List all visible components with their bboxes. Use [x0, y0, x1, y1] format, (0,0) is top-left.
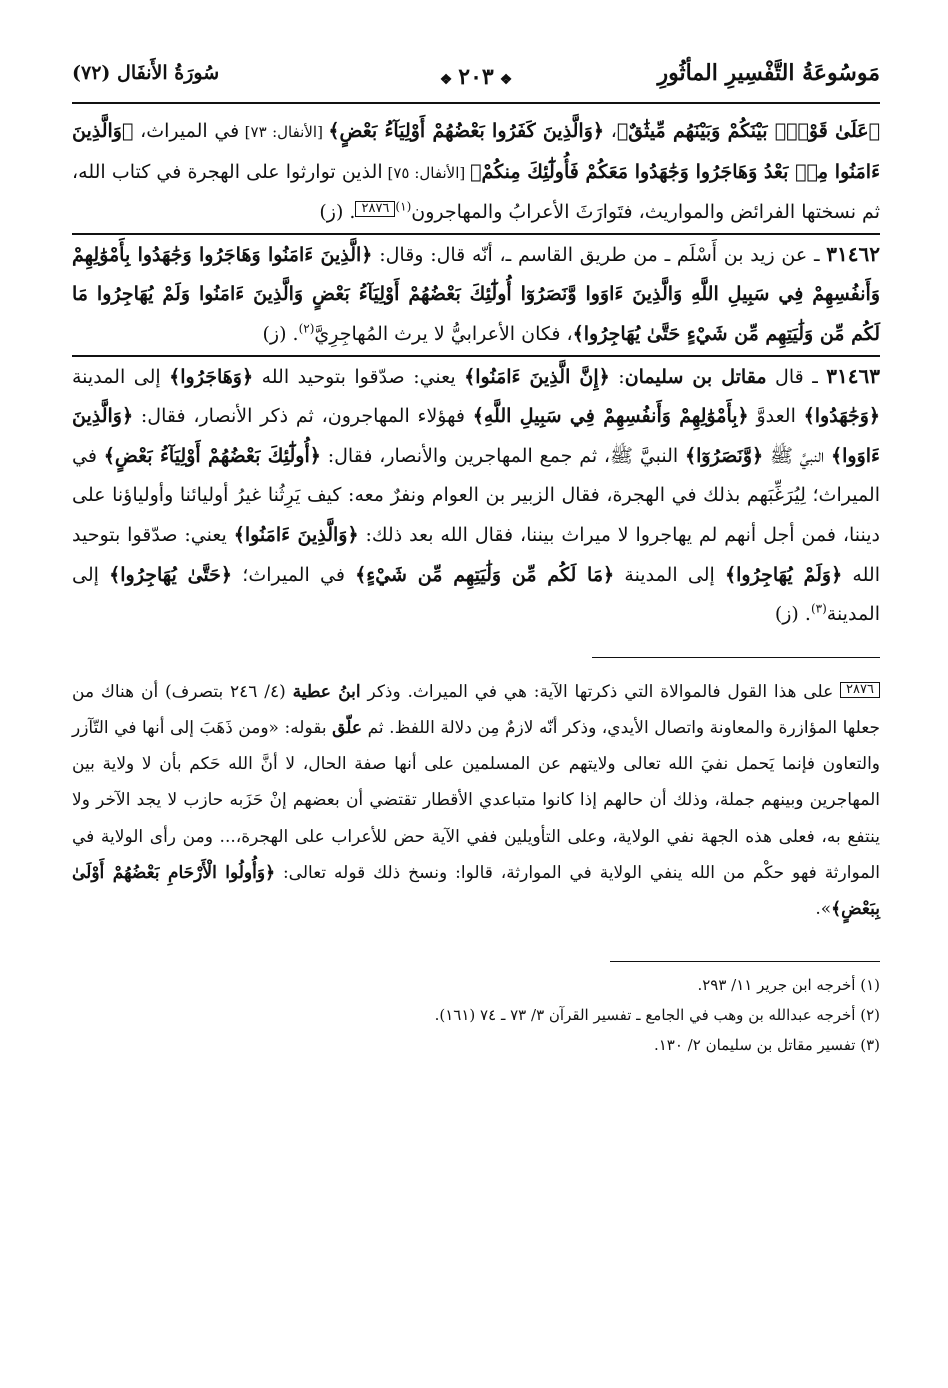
text: (٤/ ٢٤٦ بتصرف) أن هناك من جعلها المؤازرة والمعاونة واتصال الأيدي، وذكر أنّه لازمٌ مِن دلالة اللفظ. ثم — [72, 681, 880, 738]
book-page — [72, 58, 880, 1060]
quran-verse: ﴿وَّنَصَرُوٓا﴾ — [685, 444, 764, 467]
text: ـ عن زيد بن أَسْلَم ـ من طريق القاسم ـ، أنّه قال: وقال: — [372, 243, 827, 266]
footnotes — [72, 970, 880, 1060]
source-name: مقاتل بن سليمان — [624, 365, 767, 388]
verse-reference: [الأنفال: ٧٥] — [382, 163, 471, 182]
ornament-icon: ❖ — [499, 72, 513, 88]
paragraph-continuation — [72, 112, 880, 233]
page-number: ٢٠٣ — [458, 64, 494, 90]
text: . (ز) — [774, 603, 811, 626]
text: ». — [815, 898, 832, 919]
text: يعني: صدّقوا بتوحيد الله — [253, 365, 465, 388]
narration-number: ٣١٤٦٣ — [826, 363, 880, 388]
narration-31463 — [72, 357, 880, 635]
quran-verse: ﴿وَالَّذِينَ كَفَرُوا بَعْضُهُمْ أَوْلِيَآءُ بَعْضٍ﴾ — [328, 120, 605, 142]
text: : — [609, 365, 625, 388]
text: يعني: صدّقوا بتوحيد الله — [72, 523, 880, 586]
text: . (ز) — [262, 322, 299, 345]
page-number-line — [434, 64, 519, 90]
main-text — [72, 112, 880, 635]
quran-verse: ﴿وَالَّذِينَ ءَاوَوا﴾ — [72, 405, 880, 467]
quran-verse: ﴿إِنَّ الَّذِينَ ءَامَنُوا﴾ — [464, 365, 610, 388]
commentary-paragraph — [72, 674, 880, 927]
quran-verse: ﴿عَلَىٰ قَوْمِۭ بَيْنَكُمْ وَبَيْنَهُم مِّيثَٰقٌ﴾ — [616, 120, 880, 142]
surah-title: سُورَةُ الأَنفَال (٧٢) — [72, 62, 220, 84]
quran-verse: ﴿وَالَّذِينَ ءَامَنُوا﴾ — [233, 523, 359, 546]
text: إلى المدينة — [72, 365, 170, 388]
commentary-note — [72, 674, 880, 927]
text: بقوله: «ومن ذَهَبَ إلى أنها في التّآزر والتعاون فإنما يَحمل نفيَ الله تعالى ولايتهم عن المسلمين على أنها صفة الحال، لا أنَّ الله حَكم بأن لا ولاية بين المهاجرين وبينهم جملة، وذلك أن حالهم إذا كانوا متباعدي الأقطار تقتضي أن بعضهم إنْ حَزَبه حازب لا يجد الآخر ولا ينتفع به، فعلى هذه الجهة نفي الولاية، وعلى التأويلين ففي الآية حض للأعراب على الهجرة،... ومن رأى الولاية في الموارثة فهو حكْم من الله ينفي الولاية في الموارثة، قالوا: ونسخ ذلك قوله تعالى: — [72, 717, 880, 883]
footnote-2: (٢) أخرجه عبدالله بن وهب في الجامع ـ تفسير القرآن ٣/ ٧٣ ـ ٧٤ (١٦١). — [434, 1006, 880, 1025]
quran-verse: ﴿حَتَّىٰ يُهَاجِرُوا﴾ — [109, 563, 233, 586]
text: في الميراث؛ لِيُرَغِّبَهم بذلك في الهجرة، فقال الزبير بن العوام ونفرٌ معه: كيف يَرِثُنا غيرُ أوليائنا وأولياؤنا على ديننا، فمن أجل أنهم لم يهاجروا لا ميراث بيننا، فقال الله بعد ذلك: — [72, 444, 880, 546]
commentary-number: ٢٨٧٦ — [840, 682, 880, 698]
quran-verse: ﴿وَهَاجَرُوا﴾ — [169, 365, 254, 388]
footnote-marker[interactable]: (٢) — [298, 321, 315, 336]
text: . (ز) — [319, 201, 356, 224]
text: النبيَّ ﷺ — [763, 444, 832, 467]
quran-verse: ﴿وَالَّذِينَ ءَامَنُوا مِنۢ بَعْدُ وَهَاجَرُوا وَجَٰهَدُوا مَعَكُمْ فَأُولَٰٓئِكَ مِنكُمْ﴾ — [72, 120, 881, 183]
text: النبيَّ ﷺ، ثم جمع المهاجرين والأنصار، فقال: — [320, 444, 685, 467]
footnote-3: (٣) تفسير مقاتل بن سليمان ٢/ ١٣٠. — [653, 1036, 880, 1055]
emphasis-word: علّق — [332, 717, 363, 738]
text: في الميراث؛ — [232, 563, 356, 586]
quran-verse: ﴿بِأَمْوَٰلِهِمْ وَأَنفُسِهِمْ فِي سَبِيلِ اللَّهِ﴾ — [472, 405, 749, 428]
footnote-1: (١) أخرجه ابن جرير ١١/ ٢٩٣. — [697, 976, 880, 995]
ornament-icon: ❖ — [439, 72, 453, 88]
verse-reference: [الأنفال: ٧٣] — [239, 123, 329, 141]
text: الذين توارثوا على الهجرة في كتاب الله، ثم نسختها الفرائض والمواريث، فتَوارَثَ الأعرابُ والمهاجرون — [72, 160, 880, 224]
text: على هذا القول فالموالاة التي ذكرتها الآية: هي في الميراث. وذكر — [360, 681, 841, 702]
narration-number: ٣١٤٦٢ — [826, 241, 880, 266]
text: فهؤلاء المهاجرون، ثم ذكر الأنصار، فقال: — [133, 405, 473, 428]
commentary-marker[interactable]: ٢٨٧٦ — [355, 201, 395, 217]
text: ، — [604, 120, 617, 142]
text: ، فكان الأعرابيُّ لا يرث المُهاجِرِيَّ — [314, 322, 573, 345]
footnote-marker[interactable]: (٣) — [810, 601, 827, 616]
text: إلى المدينة — [72, 563, 880, 626]
text: العدوَّ — [748, 405, 804, 428]
text: ـ قال — [766, 365, 827, 388]
narration-31462 — [72, 235, 880, 355]
footnotes-separator — [610, 961, 880, 962]
source-name: ابنُ عطية — [292, 681, 361, 702]
commentary-separator — [592, 657, 880, 658]
narration-block — [72, 112, 880, 235]
page-header — [72, 58, 880, 104]
book-title: مَوسُوعَةُ التَّفْسِيرِ المأثُورِ — [657, 60, 880, 86]
quran-verse: ﴿أُولَٰٓئِكَ بَعْضُهُمْ أَوْلِيَآءُ بَعْضٍ﴾ — [103, 444, 321, 467]
text: في الميراث، — [133, 120, 240, 142]
text: إلى المدينة — [614, 563, 725, 586]
footnote-marker[interactable]: (١) — [395, 199, 412, 214]
quran-verse: ﴿وَأُولُوا الْأَرْحَامِ بَعْضُهُمْ أَوْلَىٰ بِبَعْضٍ﴾ — [72, 862, 880, 919]
quran-verse: ﴿مَا لَكُم مِّن وَلَٰيَتِهِم مِّن شَيْءٍ﴾ — [355, 563, 615, 586]
narration-block — [72, 235, 880, 357]
quran-verse: ﴿وَلَمْ يُهَاجِرُوا﴾ — [725, 563, 843, 586]
quran-verse: ﴿وَجَٰهَدُوا﴾ — [803, 405, 881, 428]
quran-verse: ﴿الَّذِينَ ءَامَنُوا وَهَاجَرُوا وَجَٰهَدُوا بِأَمْوَٰلِهِمْ وَأَنفُسِهِمْ فِي سَبِيلِ اللَّهِ وَالَّذِينَ ءَاوَوا وَّنَصَرُوٓا أُولَٰٓئِكَ بَعْضُهُمْ أَوْلِيَآءُ بَعْضٍ وَالَّذِينَ ءَامَنُوا وَلَمْ يُهَاجِرُوا مَا لَكُم مِّن وَلَٰيَتِهِم مِّن شَيْءٍ حَتَّىٰ يُهَاجِرُوا﴾ — [72, 243, 880, 345]
